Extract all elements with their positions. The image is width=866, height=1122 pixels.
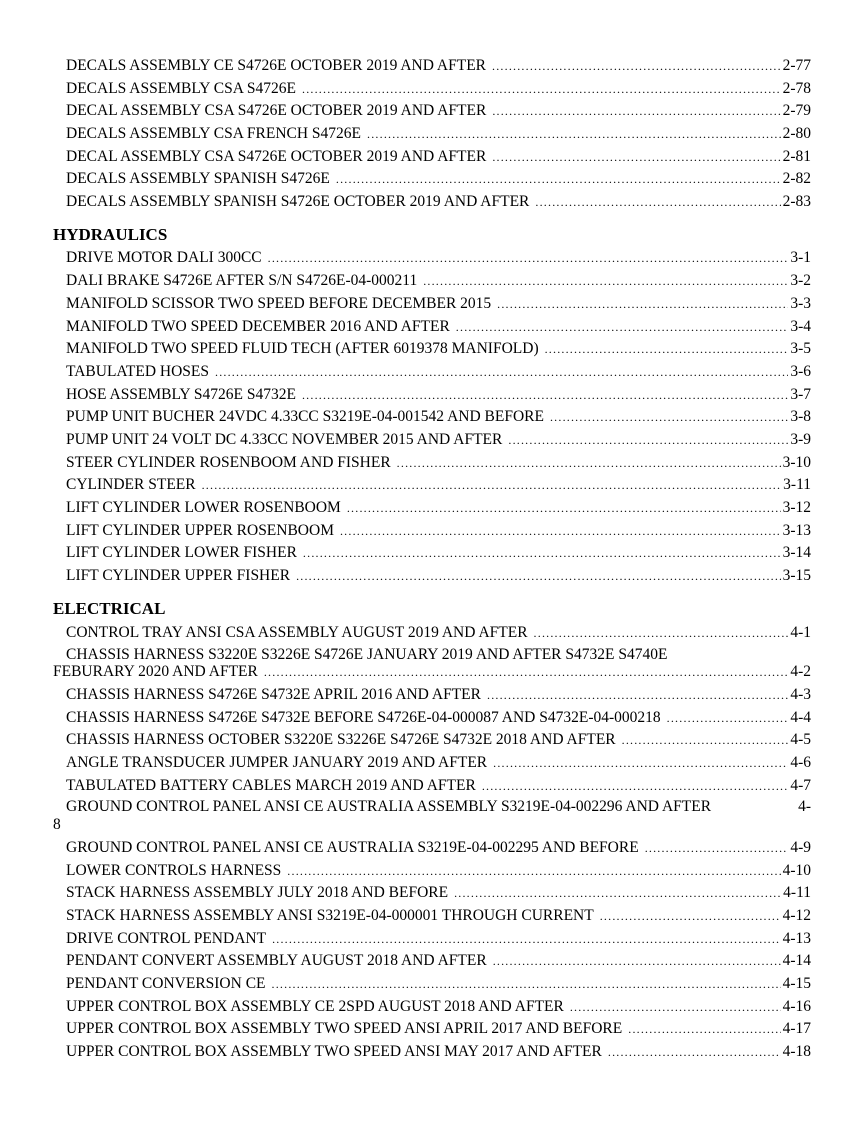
dot-leader <box>340 520 781 543</box>
toc-entry-page: 3-7 <box>790 386 811 403</box>
toc-entry-title: PENDANT CONVERT ASSEMBLY AUGUST 2018 AND AFTER <box>66 952 487 969</box>
toc-entry-page: 4-16 <box>782 998 811 1015</box>
dot-leader <box>456 316 789 339</box>
toc-entry-page: 3-14 <box>782 544 811 561</box>
toc-entry[interactable] <box>66 496 811 519</box>
toc-entry[interactable] <box>66 451 811 474</box>
toc-entry-title: TABULATED HOSES <box>66 363 209 380</box>
toc-entry-title: STACK HARNESS ASSEMBLY ANSI S3219E-04-000001 THROUGH CURRENT <box>66 907 594 924</box>
toc-entry[interactable] <box>66 405 811 428</box>
dot-leader <box>492 146 780 169</box>
toc-entry-title: LIFT CYLINDER LOWER ROSENBOOM <box>66 499 341 516</box>
toc-entry-title: LOWER CONTROLS HARNESS <box>66 862 282 879</box>
toc-entry-title: DECALS ASSEMBLY CSA FRENCH S4726E <box>66 125 362 142</box>
toc-entry-page: 4-6 <box>790 754 811 771</box>
toc-entry[interactable] <box>66 836 811 859</box>
toc-entry-title: DRIVE CONTROL PENDANT <box>66 930 267 947</box>
toc-entry-page: 3-5 <box>790 340 811 357</box>
dot-leader <box>492 55 781 78</box>
dot-leader <box>550 406 788 429</box>
toc-entry[interactable] <box>66 683 811 706</box>
dot-leader <box>535 191 780 214</box>
toc-entry-page: 3-13 <box>782 522 811 539</box>
toc-entry[interactable] <box>66 706 811 729</box>
dot-leader <box>534 622 789 645</box>
toc-entry-title: CHASSIS HARNESS S4726E S4732E APRIL 2016 AND AFTER <box>66 686 481 703</box>
toc-entry[interactable] <box>66 751 811 774</box>
toc-entry[interactable] <box>66 519 811 542</box>
toc-entry-title: DECALS ASSEMBLY SPANISH S4726E OCTOBER 2019 AND AFTER <box>66 193 530 210</box>
toc-entry[interactable] <box>66 292 811 315</box>
dot-leader <box>215 361 788 384</box>
toc-entry-page: 2-78 <box>782 80 811 97</box>
toc-entry[interactable] <box>66 360 811 383</box>
toc-entry-title: DECAL ASSEMBLY CSA S4726E OCTOBER 2019 AND AFTER <box>66 148 487 165</box>
toc-entry[interactable] <box>66 972 811 995</box>
toc-entry[interactable] <box>66 541 811 564</box>
toc-entry-title: STEER CYLINDER ROSENBOOM AND FISHER <box>66 454 391 471</box>
toc-entry-line2 <box>53 662 811 682</box>
toc-entry[interactable] <box>66 337 811 360</box>
toc-entry-page: 4-1 <box>790 624 811 641</box>
toc-entry[interactable] <box>66 246 811 269</box>
toc-entry-title: STACK HARNESS ASSEMBLY JULY 2018 AND BEFORE <box>66 884 449 901</box>
toc-entry-title: HOSE ASSEMBLY S4726E S4732E <box>66 386 296 403</box>
toc-entry-title: MANIFOLD TWO SPEED FLUID TECH (AFTER 6019378 MANIFOLD) <box>66 340 539 357</box>
dot-leader <box>628 1018 780 1041</box>
toc-entry[interactable] <box>66 995 811 1018</box>
toc-entry-page: 4-9 <box>790 839 811 856</box>
toc-entry-title: PUMP UNIT 24 VOLT DC 4.33CC NOVEMBER 2015 AND AFTER <box>66 431 503 448</box>
toc-entry-title: UPPER CONTROL BOX ASSEMBLY TWO SPEED ANSI MAY 2017 AND AFTER <box>66 1043 602 1060</box>
toc-entry[interactable] <box>66 927 811 950</box>
toc-entry[interactable] <box>66 54 811 77</box>
dot-leader <box>570 996 781 1019</box>
toc-entry-page: 4-12 <box>782 907 811 924</box>
toc-entry-page: 3-1 <box>790 249 811 266</box>
dot-leader <box>645 837 789 860</box>
toc-entry-page: 4-4 <box>790 709 811 726</box>
toc-entry[interactable] <box>66 728 811 751</box>
toc-entry-title: LIFT CYLINDER UPPER ROSENBOOM <box>66 522 334 539</box>
toc-entry[interactable] <box>66 122 811 145</box>
dot-leader <box>493 752 788 775</box>
dot-leader <box>302 384 788 407</box>
toc-entry-title: CHASSIS HARNESS S4726E S4732E BEFORE S4726E-04-000087 AND S4732E-04-000218 <box>66 709 661 726</box>
toc-entry-page: 3-8 <box>790 408 811 425</box>
toc-entry-title: CHASSIS HARNESS OCTOBER S3220E S3226E S4726E S4732E 2018 AND AFTER <box>66 731 616 748</box>
dot-leader <box>272 973 781 996</box>
toc-entry[interactable] <box>66 1017 811 1040</box>
toc-entry-title: LIFT CYLINDER UPPER FISHER <box>66 567 291 584</box>
toc-entry-page: 4-2 <box>790 663 811 680</box>
toc-entry-title: DECALS ASSEMBLY CSA S4726E <box>66 80 296 97</box>
toc-entry-page: 4-15 <box>782 975 811 992</box>
toc-entry-title: UPPER CONTROL BOX ASSEMBLY TWO SPEED ANSI APRIL 2017 AND BEFORE <box>66 1020 623 1037</box>
toc-entry[interactable] <box>66 881 811 904</box>
dot-leader <box>493 950 781 973</box>
toc-entry-page: 3-9 <box>790 431 811 448</box>
toc-entry-page: 4-3 <box>790 686 811 703</box>
dot-leader <box>487 684 788 707</box>
toc-entry-page-part1: 4- <box>798 798 811 815</box>
toc-entry-page: 2-82 <box>782 170 811 187</box>
toc-entry-page: 2-83 <box>782 193 811 210</box>
toc-entry[interactable] <box>66 167 811 190</box>
toc-entry-page: 2-79 <box>782 102 811 119</box>
toc-entry-page: 2-81 <box>782 148 811 165</box>
toc-entry[interactable] <box>66 1040 811 1063</box>
toc-entry-title: DECAL ASSEMBLY CSA S4726E OCTOBER 2019 AND AFTER <box>66 102 487 119</box>
dot-leader <box>296 565 781 588</box>
toc-entry[interactable] <box>66 145 811 168</box>
toc-entry[interactable] <box>66 904 811 927</box>
toc-entry[interactable] <box>66 77 811 100</box>
toc-entry[interactable] <box>66 473 811 496</box>
toc-entry[interactable] <box>66 621 811 644</box>
section-heading-hydraulics: HYDRAULICS <box>53 225 168 244</box>
toc-entry-title: PUMP UNIT BUCHER 24VDC 4.33CC S3219E-04-001542 AND BEFORE <box>66 408 544 425</box>
toc-entry-page: 4-13 <box>782 930 811 947</box>
toc-entry-page: 4-11 <box>783 884 811 901</box>
toc-entry-title: PENDANT CONVERSION CE <box>66 975 266 992</box>
dot-leader <box>397 452 781 475</box>
toc-entry[interactable] <box>66 859 811 882</box>
toc-entry-page: 3-6 <box>790 363 811 380</box>
toc-entry-page: 4-7 <box>790 777 811 794</box>
dot-leader <box>336 168 781 191</box>
dot-leader <box>492 100 780 123</box>
toc-entry-page: 4-17 <box>782 1020 811 1037</box>
toc-entry-page: 4-5 <box>790 731 811 748</box>
dot-leader <box>545 338 789 361</box>
toc-entry-title: ANGLE TRANSDUCER JUMPER JANUARY 2019 AND AFTER <box>66 754 488 771</box>
dot-leader <box>508 429 788 452</box>
dot-leader <box>454 882 781 905</box>
toc-entry[interactable] <box>66 190 811 213</box>
toc-entry-title: UPPER CONTROL BOX ASSEMBLY CE 2SPD AUGUST 2018 AND AFTER <box>66 998 564 1015</box>
toc-entry-title-line2: FEBURARY 2020 AND AFTER <box>53 663 258 680</box>
dot-leader <box>622 729 789 752</box>
dot-leader <box>303 542 781 565</box>
toc-entry-title: GROUND CONTROL PANEL ANSI CE AUSTRALIA ASSEMBLY S3219E-04-002296 AND AFTER <box>66 798 712 815</box>
dot-leader <box>600 905 781 928</box>
toc-entry-page: 4-14 <box>782 952 811 969</box>
dot-leader <box>608 1041 781 1064</box>
dot-leader <box>272 928 781 951</box>
toc-entry-title: DECALS ASSEMBLY SPANISH S4726E <box>66 170 330 187</box>
toc-entry[interactable] <box>66 99 811 122</box>
dot-leader <box>347 497 781 520</box>
toc-entry-page: 4-18 <box>782 1043 811 1060</box>
dot-leader <box>667 707 789 730</box>
toc-entry-title: MANIFOLD SCISSOR TWO SPEED BEFORE DECEMBER 2015 <box>66 295 492 312</box>
toc-entry-title: DECALS ASSEMBLY CE S4726E OCTOBER 2019 AND AFTER <box>66 57 487 74</box>
toc-entry-page: 3-3 <box>790 295 811 312</box>
toc-entry-page: 3-10 <box>782 454 811 471</box>
dot-leader <box>302 78 781 101</box>
toc-entry-title: GROUND CONTROL PANEL ANSI CE AUSTRALIA S3219E-04-002295 AND BEFORE <box>66 839 639 856</box>
toc-entry[interactable] <box>66 269 811 292</box>
toc-entry[interactable] <box>66 383 811 406</box>
toc-entry-page-part2: 8 <box>53 816 61 833</box>
toc-entry[interactable] <box>66 428 811 451</box>
toc-entry-title: TABULATED BATTERY CABLES MARCH 2019 AND AFTER <box>66 777 476 794</box>
toc-entry-title: DALI BRAKE S4726E AFTER S/N S4726E-04-000211 <box>66 272 418 289</box>
toc-entry-title: LIFT CYLINDER LOWER FISHER <box>66 544 297 561</box>
toc-entry[interactable] <box>66 949 811 972</box>
toc-entry-title: DRIVE MOTOR DALI 300CC <box>66 249 262 266</box>
toc-entry[interactable] <box>66 315 811 338</box>
toc-entry-page: 4-10 <box>782 862 811 879</box>
toc-entry-page: 3-11 <box>783 476 811 493</box>
toc-entry[interactable] <box>66 774 811 797</box>
toc-entry-page: 2-77 <box>782 57 811 74</box>
dot-leader <box>287 860 780 883</box>
toc-entry-title-line1: CHASSIS HARNESS S3220E S3226E S4726E JANUARY 2019 AND AFTER S4732E S4740E <box>66 646 668 663</box>
toc-entry-page: 3-15 <box>782 567 811 584</box>
dot-leader <box>202 474 782 497</box>
dot-leader <box>264 662 788 682</box>
toc-entry-page: 3-4 <box>790 318 811 335</box>
section-heading-electrical: ELECTRICAL <box>53 599 166 618</box>
toc-entry-title: MANIFOLD TWO SPEED DECEMBER 2016 AND AFTER <box>66 318 450 335</box>
dot-leader <box>268 247 789 270</box>
toc-entry-title: CONTROL TRAY ANSI CSA ASSEMBLY AUGUST 2019 AND AFTER <box>66 624 528 641</box>
toc-entry-line1 <box>66 797 811 817</box>
toc-entry[interactable] <box>66 564 811 587</box>
dot-leader <box>367 123 781 146</box>
toc-entry-title: CYLINDER STEER <box>66 476 196 493</box>
toc-entry-page: 2-80 <box>782 125 811 142</box>
dot-leader <box>482 775 789 798</box>
dot-leader <box>423 270 788 293</box>
dot-leader <box>497 293 788 316</box>
toc-entry-page: 3-2 <box>790 272 811 289</box>
toc-entry-page: 3-12 <box>782 499 811 516</box>
